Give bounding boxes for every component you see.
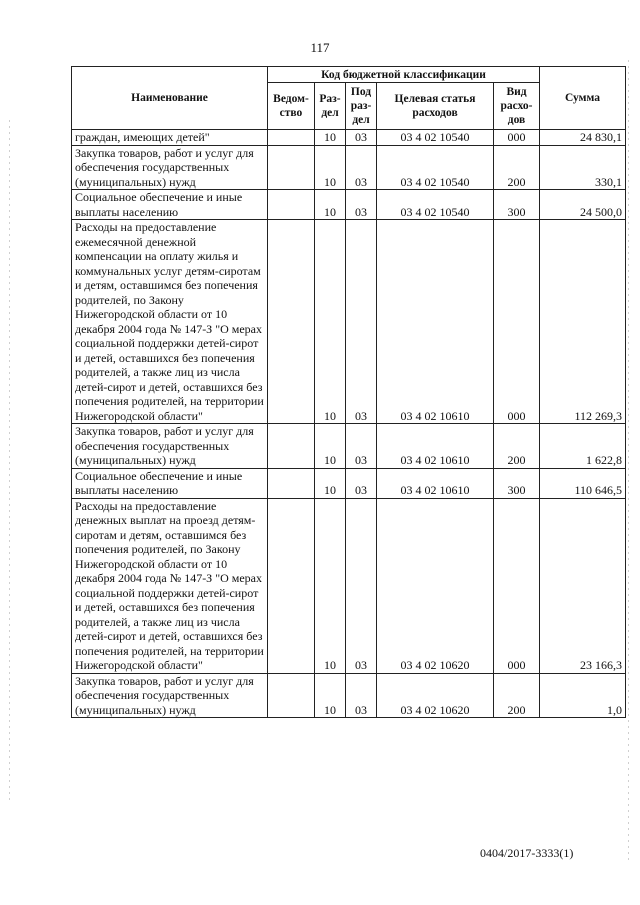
table-row [72, 498, 626, 673]
row-target-article: 03 4 02 10620 [377, 673, 494, 718]
table-row [72, 190, 626, 220]
row-subsection: 03 [346, 130, 377, 146]
row-target-article: 03 4 02 10610 [377, 220, 494, 424]
scan-edge-left [9, 120, 10, 800]
page-number: 117 [310, 40, 330, 55]
row-sum: 330,1 [540, 145, 626, 190]
row-department [268, 468, 315, 498]
row-section: 10 [315, 145, 346, 190]
header-target-article: Целевая статья расходов [377, 83, 494, 130]
header-name: Наименование [72, 67, 268, 130]
header-section: Раз-дел [315, 83, 346, 130]
header-expense-type: Вид расхо-дов [494, 83, 540, 130]
row-section: 10 [315, 424, 346, 469]
row-section: 10 [315, 190, 346, 220]
row-target-article: 03 4 02 10620 [377, 498, 494, 673]
row-expense-type: 200 [494, 673, 540, 718]
row-subsection: 03 [346, 424, 377, 469]
row-department [268, 498, 315, 673]
row-target-article: 03 4 02 10610 [377, 468, 494, 498]
row-expense-type: 200 [494, 424, 540, 469]
row-subsection: 03 [346, 145, 377, 190]
row-name: Социальное обеспечение и иные выплаты населению [72, 190, 268, 220]
row-section: 10 [315, 130, 346, 146]
row-name: Закупка товаров, работ и услуг для обеспечения государственных (муниципальных) нужд [72, 145, 268, 190]
row-expense-type: 300 [494, 468, 540, 498]
row-subsection: 03 [346, 220, 377, 424]
header-sum: Сумма [540, 67, 626, 130]
header-subsection: Под раз-дел [346, 83, 377, 130]
budget-classification-table [71, 66, 626, 718]
table-body [72, 130, 626, 718]
row-name: Расходы на предоставление ежемесячной денежной компенсации на оплату жилья и коммунальных услуг детям-сиротам и детям, оставшимся без попечения родителей, по Закону Нижегородской области от 10 декабря 2004 года № 147-З "О мерах социальной поддержки детей-сирот и детей, оставшихся без попечения родителей, а также лиц из числа детей-сирот и детей, оставшихся без попечения родителей, на территории Нижегородской области" [72, 220, 268, 424]
row-name: Закупка товаров, работ и услуг для обеспечения государственных (муниципальных) нужд [72, 673, 268, 718]
row-department [268, 673, 315, 718]
row-target-article: 03 4 02 10610 [377, 424, 494, 469]
row-sum: 110 646,5 [540, 468, 626, 498]
row-name: Расходы на предоставление денежных выплат на проезд детям-сиротам и детям, оставшимся без попечения родителей, по Закону Нижегородской области от 10 декабря 2004 года № 147-З "О мерах социальной поддержки детей-сирот и детей, оставшихся без попечения родителей, а также лиц из числа детей-сирот и детей, оставшихся без попечения родителей, на территории Нижегородской области" [72, 498, 268, 673]
scan-edge-right [628, 60, 629, 860]
row-name: Закупка товаров, работ и услуг для обеспечения государственных (муниципальных) нужд [72, 424, 268, 469]
row-sum: 1,0 [540, 673, 626, 718]
table-row [72, 468, 626, 498]
row-department [268, 130, 315, 146]
table-row [72, 220, 626, 424]
row-sum: 24 830,1 [540, 130, 626, 146]
header-budget-classification: Код бюджетной классификации [268, 67, 540, 83]
row-subsection: 03 [346, 468, 377, 498]
table-row [72, 145, 626, 190]
row-name: Социальное обеспечение и иные выплаты населению [72, 468, 268, 498]
row-department [268, 220, 315, 424]
row-sum: 24 500,0 [540, 190, 626, 220]
header-department: Ведом-ство [268, 83, 315, 130]
row-sum: 112 269,3 [540, 220, 626, 424]
row-department [268, 190, 315, 220]
row-subsection: 03 [346, 673, 377, 718]
document-code: 0404/2017-3333(1) [480, 846, 574, 860]
row-sum: 23 166,3 [540, 498, 626, 673]
table-row [72, 130, 626, 146]
row-target-article: 03 4 02 10540 [377, 145, 494, 190]
row-expense-type: 000 [494, 220, 540, 424]
row-section: 10 [315, 220, 346, 424]
row-sum: 1 622,8 [540, 424, 626, 469]
row-subsection: 03 [346, 498, 377, 673]
row-section: 10 [315, 498, 346, 673]
row-department [268, 145, 315, 190]
row-name: граждан, имеющих детей" [72, 130, 268, 146]
table-row [72, 424, 626, 469]
row-expense-type: 000 [494, 498, 540, 673]
row-target-article: 03 4 02 10540 [377, 190, 494, 220]
row-expense-type: 300 [494, 190, 540, 220]
row-target-article: 03 4 02 10540 [377, 130, 494, 146]
row-expense-type: 200 [494, 145, 540, 190]
row-department [268, 424, 315, 469]
row-subsection: 03 [346, 190, 377, 220]
table-row [72, 673, 626, 718]
row-section: 10 [315, 468, 346, 498]
row-expense-type: 000 [494, 130, 540, 146]
row-section: 10 [315, 673, 346, 718]
